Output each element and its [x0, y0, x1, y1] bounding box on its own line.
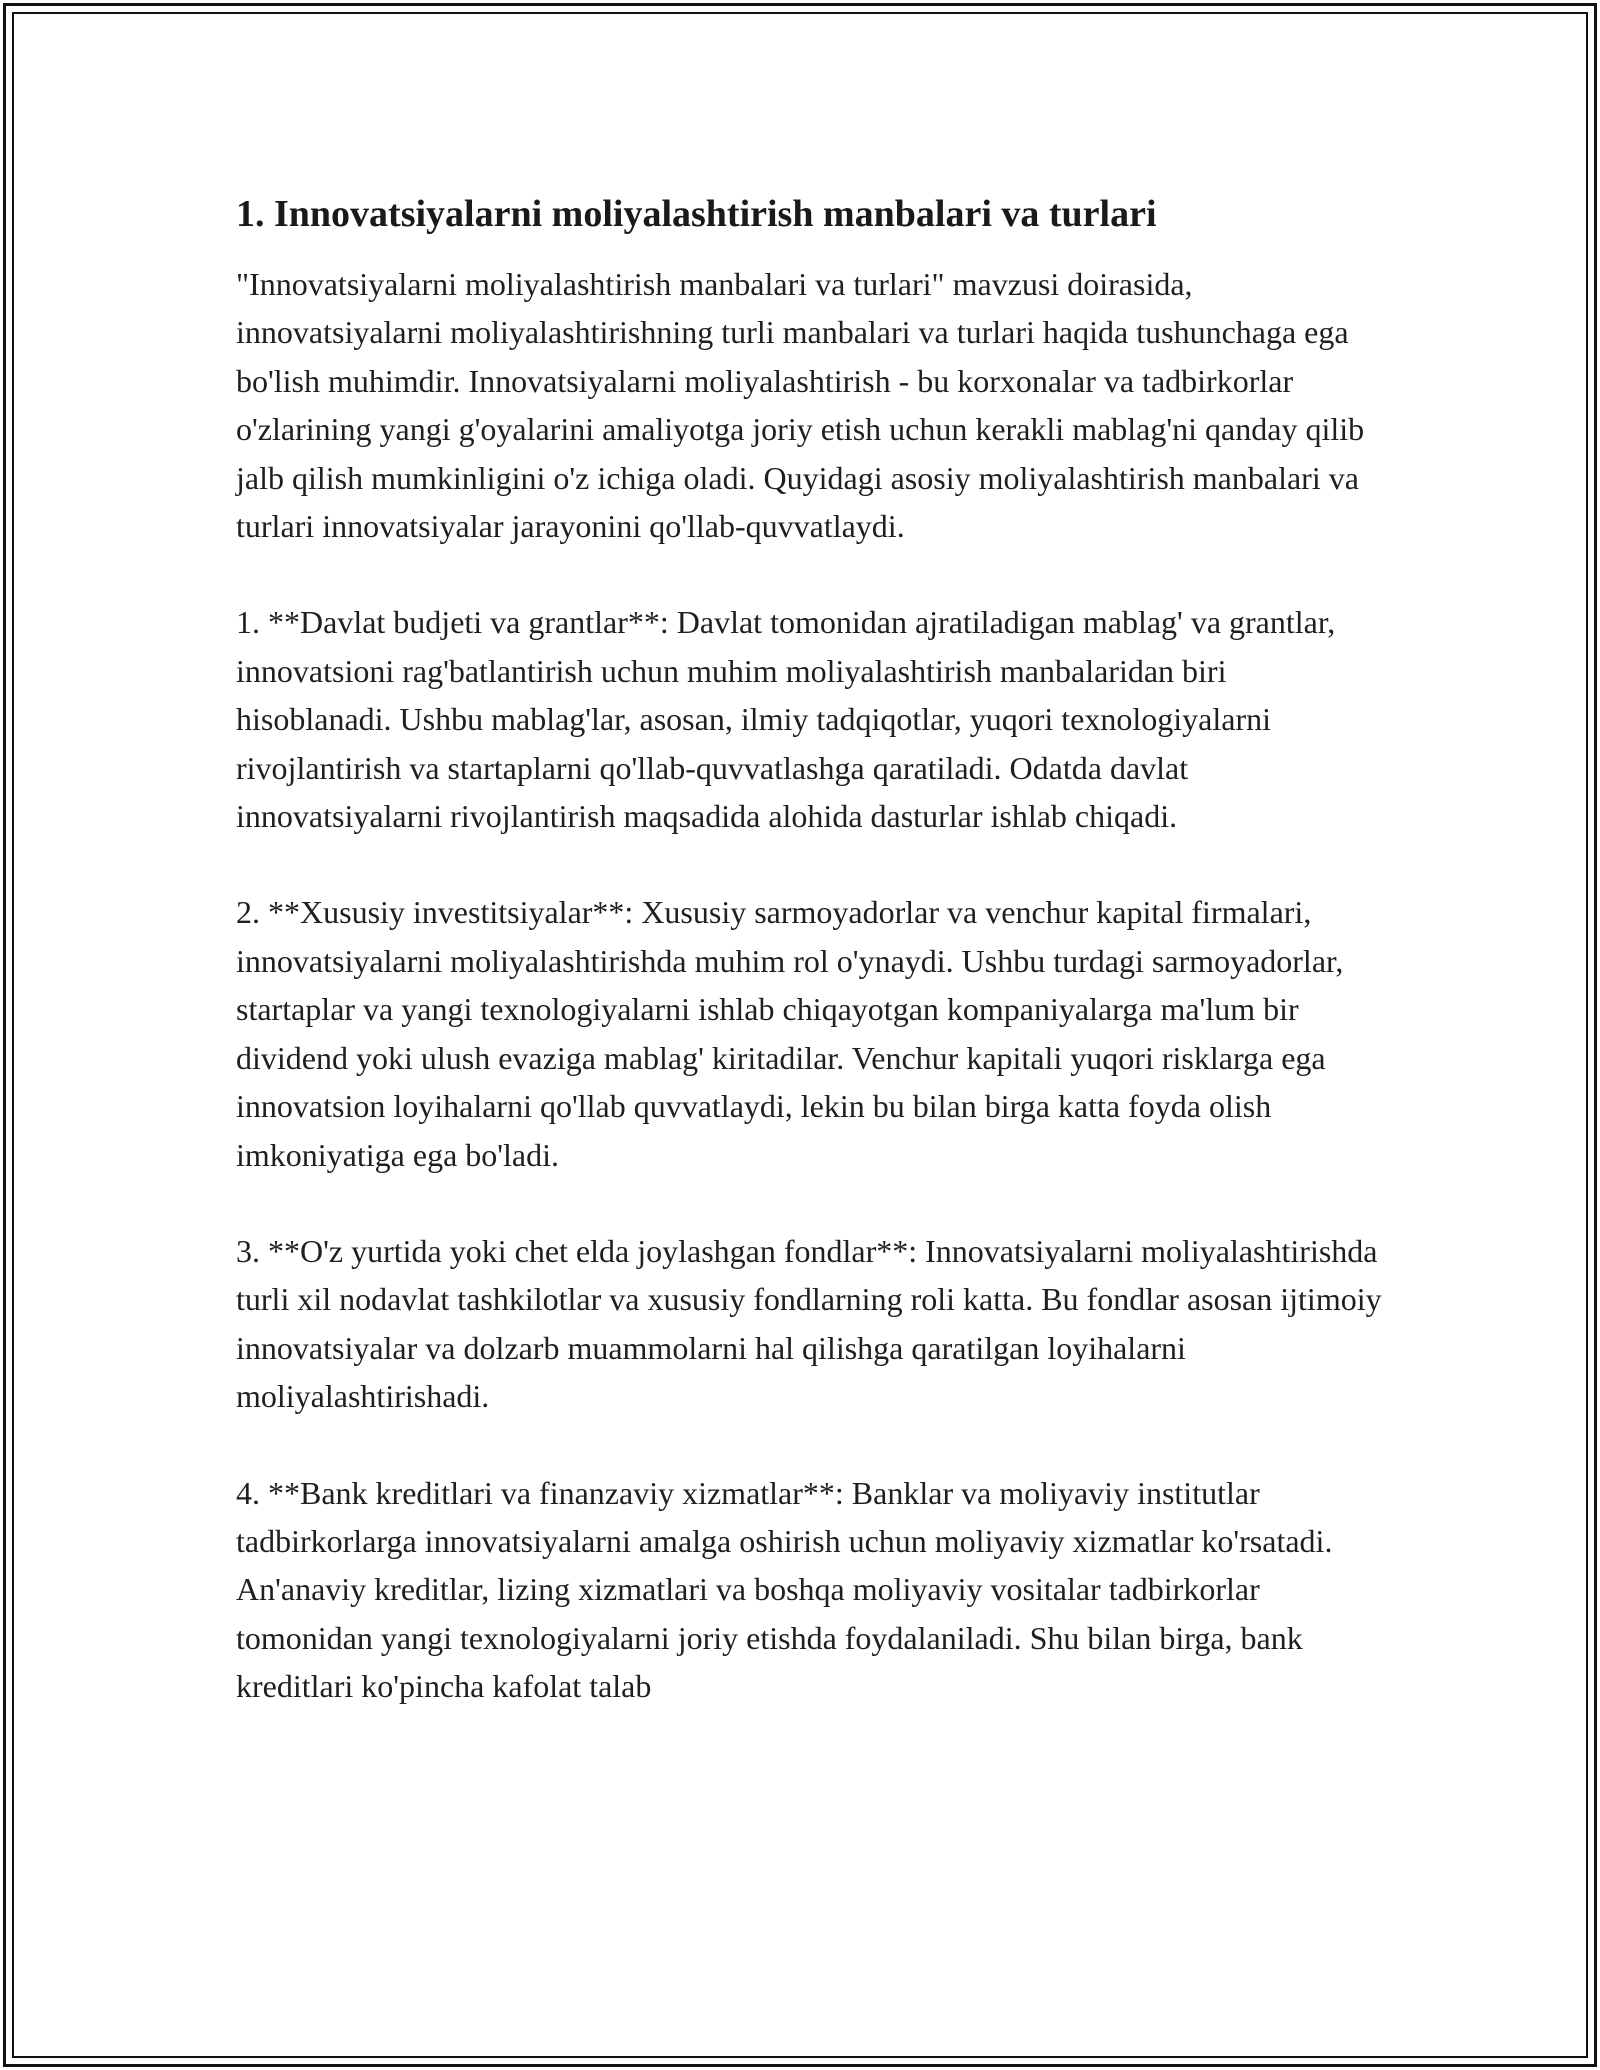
document-body — [236, 186, 1386, 1759]
paragraph-bank-credits: 4. **Bank kreditlari va finanzaviy xizmatlar**: Banklar va moliyaviy institutlar tadbirkorlarga innovatsiyalarni amalga oshirish uchun moliyaviy xizmatlar ko'rsatadi. An'anaviy kreditlar, lizing xizmatlari va boshqa moliyaviy vositalar tadbirkorlar tomonidan yangi texnologiyalarni joriy etishda foydalaniladi. Shu bilan birga, bank kreditlari ko'pincha kafolat talab — [236, 1474, 1333, 1705]
paragraph-private-investment: 2. **Xususiy investitsiyalar**: Xususiy sarmoyadorlar va venchur kapital firmalari, innovatsiyalarni moliyalashtirishda muhim rol o'ynaydi. Ushbu turdagi sarmoyadorlar, startaplar va yangi texnologiyalarni ishlab chiqayotgan kompaniyalarga ma'lum bir dividend yoki ulush evaziga mablag' kiritadilar. Venchur kapitali yuqori risklarga ega innovatsion loyihalarni qo'llab quvvatlaydi, lekin bu bilan birga katta foyda olish imkoniyatiga ega bo'ladi. — [236, 894, 1344, 1173]
paragraph-state-budget: 1. **Davlat budjeti va grantlar**: Davlat tomonidan ajratiladigan mablag' va grantlar, innovatsioni rag'batlantirish uchun muhim moliyalashtirish manbalaridan biri hisoblanadi. Ushbu mablag'lar, asosan, ilmiy tadqiqotlar, yuqori texnologiyalarni rivojlantirish va startaplarni qo'llab-quvvatlashga qaratiladi. Odatda davlat innovatsiyalarni rivojlantirish maqsadida alohida dasturlar ishlab chiqadi. — [236, 604, 1336, 835]
intro-paragraph: "Innovatsiyalarni moliyalashtirish manbalari va turlari" mavzusi doirasida, innovatsiyalarni moliyalashtirishning turli manbalari va turlari haqida tushunchaga ega bo'lish muhimdir. Innovatsiyalarni moliyalashtirish - bu korxonalar va tadbirkorlar o'zlarining yangi g'oyalarini amaliyotga joriy etish uchun kerakli mablag'ni qanday qilib jalb qilish mumkinligini o'z ichiga oladi. Quyidagi asosiy moliyalashtirish manbalari va turlari innovatsiyalar jarayonini qo'llab-quvvatlaydi. — [236, 266, 1365, 545]
paragraph-funds: 3. **O'z yurtida yoki chet elda joylashgan fondlar**: Innovatsiyalarni moliyalashtirishda turli xil nodavlat tashkilotlar va xususiy fondlarning roli katta. Bu fondlar asosan ijtimoiy innovatsiyalar va dolzarb muammolarni hal qilishga qaratilgan loyihalarni moliyalashtirishadi. — [236, 1232, 1382, 1415]
section-title: 1. Innovatsiyalarni moliyalashtirish manbalari va turlari — [236, 193, 1157, 235]
